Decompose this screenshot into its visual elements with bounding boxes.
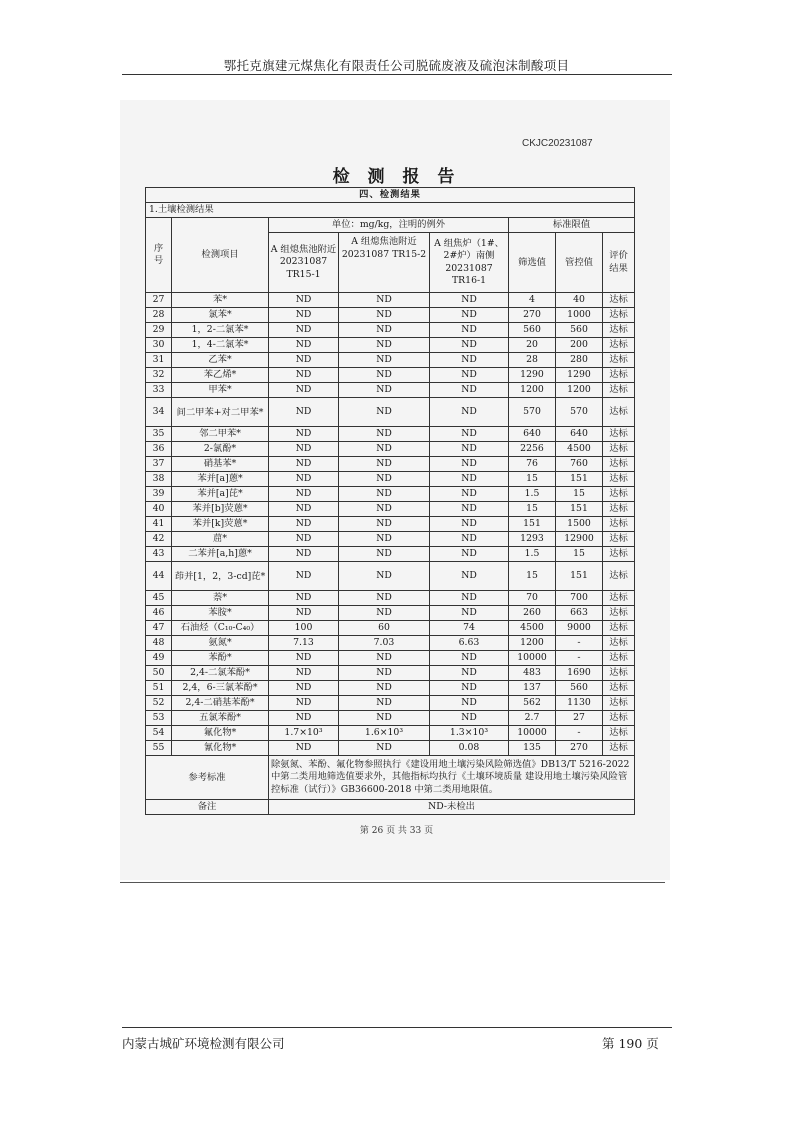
row-item: 2-氯酚* — [172, 442, 269, 457]
row-control-value: 560 — [556, 681, 603, 696]
table-row — [146, 562, 635, 591]
row-sample-1: ND — [269, 502, 339, 517]
row-sample-2: ND — [339, 383, 430, 398]
row-sample-3: ND — [430, 696, 509, 711]
row-control-value: 151 — [556, 472, 603, 487]
row-sample-2: ND — [339, 338, 430, 353]
table-row — [146, 338, 635, 353]
row-number: 48 — [146, 636, 172, 651]
row-result: 达标 — [603, 547, 635, 562]
row-number: 51 — [146, 681, 172, 696]
row-number: 33 — [146, 383, 172, 398]
row-sample-1: ND — [269, 487, 339, 502]
table-row — [146, 696, 635, 711]
table-row — [146, 636, 635, 651]
document-code: CKJC20231087 — [522, 138, 593, 149]
row-item: 苯酚* — [172, 651, 269, 666]
table-row — [146, 651, 635, 666]
row-sample-3: ND — [430, 457, 509, 472]
row-sample-1: ND — [269, 741, 339, 756]
header-eval: 评价结果 — [603, 233, 635, 293]
table-row — [146, 487, 635, 502]
row-number: 27 — [146, 293, 172, 308]
row-sample-1: ND — [269, 398, 339, 427]
row-control-value: 560 — [556, 323, 603, 338]
row-screen-value: 20 — [509, 338, 556, 353]
subsection-title: 1.土壤检测结果 — [146, 203, 635, 218]
row-number: 44 — [146, 562, 172, 591]
row-sample-3: ND — [430, 293, 509, 308]
row-sample-3: ND — [430, 532, 509, 547]
row-sample-2: ND — [339, 696, 430, 711]
row-result: 达标 — [603, 427, 635, 442]
row-sample-3: ND — [430, 606, 509, 621]
row-number: 45 — [146, 591, 172, 606]
row-sample-2: ND — [339, 532, 430, 547]
row-sample-1: ND — [269, 472, 339, 487]
row-control-value: 1500 — [556, 517, 603, 532]
row-sample-2: ND — [339, 606, 430, 621]
row-screen-value: 2.7 — [509, 711, 556, 726]
row-control-value: - — [556, 726, 603, 741]
row-screen-value: 1293 — [509, 532, 556, 547]
row-item: 1，4-二氯苯* — [172, 338, 269, 353]
row-screen-value: 570 — [509, 398, 556, 427]
table-row — [146, 398, 635, 427]
row-sample-1: ND — [269, 562, 339, 591]
row-screen-value: 260 — [509, 606, 556, 621]
row-control-value: 12900 — [556, 532, 603, 547]
row-sample-2: ND — [339, 547, 430, 562]
row-control-value: - — [556, 651, 603, 666]
row-screen-value: 1.5 — [509, 547, 556, 562]
row-number: 54 — [146, 726, 172, 741]
row-sample-2: ND — [339, 591, 430, 606]
table-row — [146, 502, 635, 517]
row-sample-1: ND — [269, 651, 339, 666]
row-result: 达标 — [603, 606, 635, 621]
row-number: 35 — [146, 427, 172, 442]
row-sample-1: ND — [269, 323, 339, 338]
table-row — [146, 621, 635, 636]
row-screen-value: 151 — [509, 517, 556, 532]
row-sample-2: ND — [339, 472, 430, 487]
row-item: 1，2-二氯苯* — [172, 323, 269, 338]
row-screen-value: 1290 — [509, 368, 556, 383]
row-sample-2: 60 — [339, 621, 430, 636]
row-item: 䓛* — [172, 532, 269, 547]
row-sample-2: ND — [339, 517, 430, 532]
row-sample-1: ND — [269, 666, 339, 681]
row-sample-3: ND — [430, 398, 509, 427]
row-screen-value: 483 — [509, 666, 556, 681]
row-sample-2: ND — [339, 711, 430, 726]
table-row — [146, 457, 635, 472]
row-sample-3: ND — [430, 517, 509, 532]
row-sample-3: ND — [430, 502, 509, 517]
row-control-value: 27 — [556, 711, 603, 726]
row-sample-2: ND — [339, 666, 430, 681]
row-sample-3: ND — [430, 442, 509, 457]
footer-company: 内蒙古城矿环境检测有限公司 — [122, 1036, 285, 1051]
row-sample-2: ND — [339, 308, 430, 323]
table-row — [146, 427, 635, 442]
row-sample-1: 1.7×10³ — [269, 726, 339, 741]
row-screen-value: 562 — [509, 696, 556, 711]
table-row — [146, 308, 635, 323]
row-number: 50 — [146, 666, 172, 681]
row-sample-3: ND — [430, 368, 509, 383]
row-sample-3: ND — [430, 651, 509, 666]
row-control-value: 40 — [556, 293, 603, 308]
row-item: 苯并[a]蒽* — [172, 472, 269, 487]
row-result: 达标 — [603, 741, 635, 756]
row-item: 苯* — [172, 293, 269, 308]
row-result: 达标 — [603, 338, 635, 353]
row-sample-3: ND — [430, 487, 509, 502]
row-screen-value: 15 — [509, 502, 556, 517]
row-sample-3: ND — [430, 427, 509, 442]
row-sample-1: ND — [269, 383, 339, 398]
row-control-value: 15 — [556, 547, 603, 562]
row-sample-1: ND — [269, 427, 339, 442]
row-screen-value: 4 — [509, 293, 556, 308]
row-item: 石油烃（C₁₀-C₄₀） — [172, 621, 269, 636]
reference-text: 除氨氮、苯酚、氟化物参照执行《建设用地土壤污染风险筛选值》DB13/T 5216-2022 中第二类用地筛选值要求外，其他指标均执行《土壤环境质量 建设用地土壤污染风险管控标准（试行）》GB36600-2018 中第二类用地限值。 — [269, 756, 635, 800]
page-number: 第 26 页 共 33 页 — [359, 826, 434, 836]
row-number: 53 — [146, 711, 172, 726]
row-sample-2: ND — [339, 457, 430, 472]
row-result: 达标 — [603, 621, 635, 636]
table-row — [146, 711, 635, 726]
row-sample-2: ND — [339, 651, 430, 666]
row-sample-1: ND — [269, 368, 339, 383]
row-item: 氰化物* — [172, 741, 269, 756]
row-sample-2: 7.03 — [339, 636, 430, 651]
row-result: 达标 — [603, 502, 635, 517]
row-sample-1: ND — [269, 457, 339, 472]
row-number: 28 — [146, 308, 172, 323]
row-number: 36 — [146, 442, 172, 457]
row-sample-2: ND — [339, 353, 430, 368]
row-item: 茚并[1，2，3-cd]芘* — [172, 562, 269, 591]
row-sample-1: ND — [269, 442, 339, 457]
row-number: 38 — [146, 472, 172, 487]
row-sample-3: ND — [430, 547, 509, 562]
table-row — [146, 368, 635, 383]
row-item: 间二甲苯+对二甲苯* — [172, 398, 269, 427]
row-sample-2: ND — [339, 368, 430, 383]
row-sample-1: 100 — [269, 621, 339, 636]
row-sample-2: ND — [339, 562, 430, 591]
row-result: 达标 — [603, 666, 635, 681]
row-screen-value: 137 — [509, 681, 556, 696]
row-result: 达标 — [603, 353, 635, 368]
table-row — [146, 606, 635, 621]
row-control-value: 1130 — [556, 696, 603, 711]
row-sample-3: ND — [430, 681, 509, 696]
row-screen-value: 28 — [509, 353, 556, 368]
row-number: 29 — [146, 323, 172, 338]
row-result: 达标 — [603, 532, 635, 547]
row-item: 苯乙烯* — [172, 368, 269, 383]
table-row — [146, 547, 635, 562]
row-screen-value: 135 — [509, 741, 556, 756]
row-screen-value: 10000 — [509, 726, 556, 741]
table-row — [146, 442, 635, 457]
row-result: 达标 — [603, 308, 635, 323]
row-number: 30 — [146, 338, 172, 353]
row-result: 达标 — [603, 368, 635, 383]
row-control-value: 270 — [556, 741, 603, 756]
row-screen-value: 4500 — [509, 621, 556, 636]
table-row — [146, 726, 635, 741]
row-item: 邻二甲苯* — [172, 427, 269, 442]
row-sample-3: ND — [430, 472, 509, 487]
row-item: 乙苯* — [172, 353, 269, 368]
row-result: 达标 — [603, 726, 635, 741]
row-screen-value: 15 — [509, 472, 556, 487]
table-row — [146, 472, 635, 487]
row-item: 2,4，6-三氯苯酚* — [172, 681, 269, 696]
row-result: 达标 — [603, 293, 635, 308]
row-sample-2: ND — [339, 741, 430, 756]
row-sample-2: ND — [339, 487, 430, 502]
row-sample-1: ND — [269, 517, 339, 532]
row-control-value: 15 — [556, 487, 603, 502]
remark-text: ND-未检出 — [269, 800, 635, 815]
row-sample-2: 1.6×10³ — [339, 726, 430, 741]
row-sample-1: ND — [269, 711, 339, 726]
row-result: 达标 — [603, 636, 635, 651]
row-item: 氟化物* — [172, 726, 269, 741]
row-sample-1: ND — [269, 532, 339, 547]
row-screen-value: 10000 — [509, 651, 556, 666]
row-number: 34 — [146, 398, 172, 427]
row-result: 达标 — [603, 681, 635, 696]
header-seq: 序号 — [146, 218, 172, 293]
row-item: 甲苯* — [172, 383, 269, 398]
scan-bottom-rule — [120, 882, 665, 883]
row-control-value: 151 — [556, 502, 603, 517]
row-result: 达标 — [603, 696, 635, 711]
row-sample-1: ND — [269, 696, 339, 711]
table-row — [146, 383, 635, 398]
row-item: 2,4-二硝基苯酚* — [172, 696, 269, 711]
row-item: 氯苯* — [172, 308, 269, 323]
page-header: 鄂托克旗建元煤焦化有限责任公司脱硫废液及硫泡沫制酸项目 — [223, 58, 570, 73]
footer-page: 第 190 页 — [602, 1036, 659, 1051]
row-sample-1: ND — [269, 606, 339, 621]
row-screen-value: 1200 — [509, 383, 556, 398]
row-sample-3: ND — [430, 666, 509, 681]
row-sample-3: 1.3×10³ — [430, 726, 509, 741]
row-result: 达标 — [603, 323, 635, 338]
row-sample-3: 6.63 — [430, 636, 509, 651]
row-control-value: 1000 — [556, 308, 603, 323]
row-number: 46 — [146, 606, 172, 621]
row-screen-value: 1.5 — [509, 487, 556, 502]
header-sample-3: A 组焦炉（1#、2#炉）南侧 20231087 TR16-1 — [430, 233, 509, 293]
table-row — [146, 532, 635, 547]
row-control-value: 1290 — [556, 368, 603, 383]
table-row — [146, 293, 635, 308]
row-screen-value: 2256 — [509, 442, 556, 457]
table-row — [146, 666, 635, 681]
row-sample-1: ND — [269, 308, 339, 323]
header-item: 检测项目 — [172, 218, 269, 293]
row-sample-2: ND — [339, 427, 430, 442]
row-sample-3: ND — [430, 591, 509, 606]
row-control-value: 570 — [556, 398, 603, 427]
table-row — [146, 517, 635, 532]
reference-label: 参考标准 — [146, 756, 269, 800]
row-sample-3: 0.08 — [430, 741, 509, 756]
report-title: 检 测 报 告 — [332, 167, 461, 187]
row-sample-1: ND — [269, 547, 339, 562]
section-title: 四、检测结果 — [146, 188, 635, 203]
row-sample-1: ND — [269, 681, 339, 696]
row-sample-3: ND — [430, 562, 509, 591]
row-sample-3: ND — [430, 338, 509, 353]
row-sample-1: ND — [269, 353, 339, 368]
row-result: 达标 — [603, 398, 635, 427]
row-sample-2: ND — [339, 681, 430, 696]
row-result: 达标 — [603, 651, 635, 666]
row-number: 47 — [146, 621, 172, 636]
table-row — [146, 741, 635, 756]
results-table — [145, 187, 635, 815]
row-result: 达标 — [603, 487, 635, 502]
row-result: 达标 — [603, 562, 635, 591]
row-item: 硝基苯* — [172, 457, 269, 472]
row-number: 40 — [146, 502, 172, 517]
row-sample-2: ND — [339, 502, 430, 517]
row-control-value: 4500 — [556, 442, 603, 457]
row-control-value: 1690 — [556, 666, 603, 681]
row-sample-3: 74 — [430, 621, 509, 636]
row-control-value: - — [556, 636, 603, 651]
row-control-value: 760 — [556, 457, 603, 472]
row-screen-value: 270 — [509, 308, 556, 323]
row-sample-3: ND — [430, 308, 509, 323]
header-control: 管控值 — [556, 233, 603, 293]
row-number: 41 — [146, 517, 172, 532]
row-result: 达标 — [603, 711, 635, 726]
row-control-value: 640 — [556, 427, 603, 442]
row-screen-value: 70 — [509, 591, 556, 606]
row-screen-value: 76 — [509, 457, 556, 472]
header-standard: 标准限值 — [509, 218, 635, 233]
row-item: 二苯并[a,h]蒽* — [172, 547, 269, 562]
header-sample-1: A 组熄焦池附近 20231087 TR15-1 — [269, 233, 339, 293]
row-number: 55 — [146, 741, 172, 756]
row-control-value: 200 — [556, 338, 603, 353]
row-screen-value: 640 — [509, 427, 556, 442]
footer-rule — [122, 1027, 672, 1028]
row-sample-3: ND — [430, 711, 509, 726]
header-rule — [122, 74, 672, 75]
row-control-value: 663 — [556, 606, 603, 621]
row-sample-2: ND — [339, 398, 430, 427]
row-item: 苯并[b]荧蒽* — [172, 502, 269, 517]
row-sample-2: ND — [339, 442, 430, 457]
row-sample-2: ND — [339, 293, 430, 308]
header-sample-2: A 组熄焦池附近 20231087 TR15-2 — [339, 233, 430, 293]
row-number: 49 — [146, 651, 172, 666]
row-sample-3: ND — [430, 383, 509, 398]
table-row — [146, 681, 635, 696]
row-item: 2,4-二氯苯酚* — [172, 666, 269, 681]
row-sample-1: ND — [269, 293, 339, 308]
row-number: 31 — [146, 353, 172, 368]
table-row — [146, 591, 635, 606]
row-item: 苯胺* — [172, 606, 269, 621]
row-screen-value: 1200 — [509, 636, 556, 651]
row-control-value: 9000 — [556, 621, 603, 636]
results-rows — [146, 293, 635, 756]
row-item: 氨氮* — [172, 636, 269, 651]
row-sample-3: ND — [430, 323, 509, 338]
remark-label: 备注 — [146, 800, 269, 815]
row-sample-1: ND — [269, 591, 339, 606]
row-sample-3: ND — [430, 353, 509, 368]
row-sample-2: ND — [339, 323, 430, 338]
row-control-value: 151 — [556, 562, 603, 591]
row-screen-value: 15 — [509, 562, 556, 591]
table-row — [146, 323, 635, 338]
row-item: 萘* — [172, 591, 269, 606]
row-screen-value: 560 — [509, 323, 556, 338]
row-number: 52 — [146, 696, 172, 711]
row-result: 达标 — [603, 457, 635, 472]
row-number: 37 — [146, 457, 172, 472]
row-result: 达标 — [603, 472, 635, 487]
row-item: 五氯苯酚* — [172, 711, 269, 726]
row-item: 苯并[a]芘* — [172, 487, 269, 502]
row-control-value: 700 — [556, 591, 603, 606]
header-units: 单位：mg/kg，注明的例外 — [269, 218, 509, 233]
row-number: 39 — [146, 487, 172, 502]
row-number: 43 — [146, 547, 172, 562]
table-row — [146, 353, 635, 368]
row-number: 42 — [146, 532, 172, 547]
row-result: 达标 — [603, 383, 635, 398]
row-sample-1: 7.13 — [269, 636, 339, 651]
row-result: 达标 — [603, 591, 635, 606]
row-result: 达标 — [603, 442, 635, 457]
row-control-value: 1200 — [556, 383, 603, 398]
row-control-value: 280 — [556, 353, 603, 368]
header-screen: 筛选值 — [509, 233, 556, 293]
row-item: 苯并[k]荧蒽* — [172, 517, 269, 532]
row-sample-1: ND — [269, 338, 339, 353]
row-result: 达标 — [603, 517, 635, 532]
row-number: 32 — [146, 368, 172, 383]
